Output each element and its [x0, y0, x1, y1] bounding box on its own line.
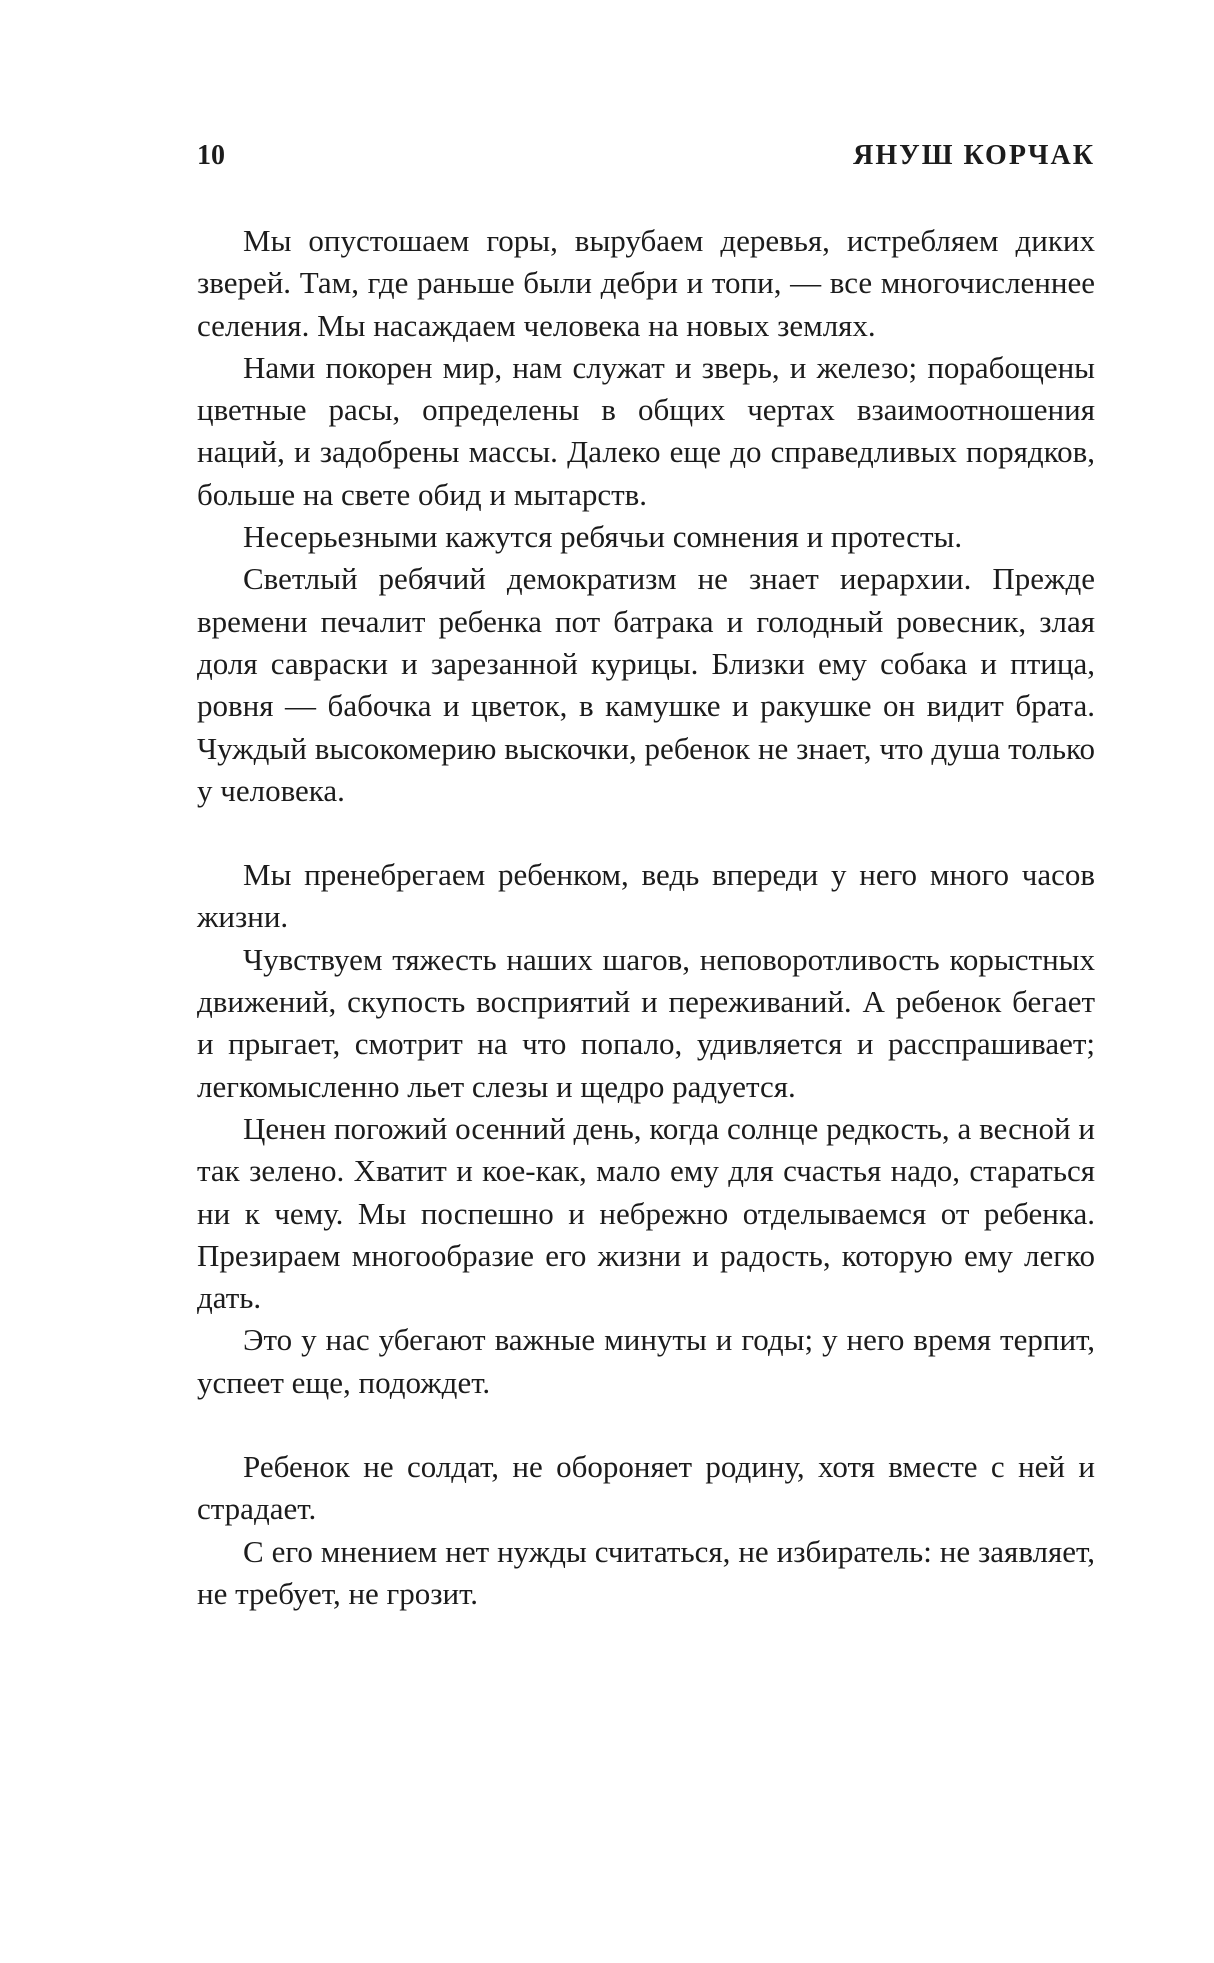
body-text [197, 220, 1095, 1615]
paragraph: Чувствуем тяжесть наших шагов, неповоротливость корыстных движений, скупость восприятий и переживаний. А ребенок бегает и прыгает, смотрит на что попало, удивляется и расспрашивает; легкомысленно льет слезы и щедро радуется. [197, 941, 1095, 1104]
paragraph: Несерьезными кажутся ребячьи сомнения и протесты. [243, 519, 963, 555]
running-head [197, 140, 1095, 180]
paragraph: Мы пренебрегаем ребенком, ведь впереди у него много часов жизни. [197, 857, 1095, 935]
paragraph: С его мнением нет нужды считаться, не избиратель: не заявляет, не требует, не грозит. [197, 1533, 1095, 1611]
paragraph: Ценен погожий осенний день, когда солнце редкость, а весной и так зелено. Хватит и кое-как, мало ему для счастья надо, стараться ни к чему. Мы поспешно и небрежно отделываемся от ребенка. Презираем многообразие его жизни и радость, которую ему легко дать. [197, 1110, 1095, 1316]
paragraph: Мы опустошаем горы, вырубаем деревья, истребляем диких зверей. Там, где раньше были дебри и топи, — все многочисленнее селения. Мы насаждаем человека на новых землях. [197, 223, 1095, 343]
paragraph: Нами покорен мир, нам служат и зверь, и железо; порабощены цветные расы, определены в общих чертах взаимоотношения наций, и задобрены массы. Далеко еще до справедливых порядков, больше на свете обид и мытарств. [197, 349, 1095, 512]
page-number: 10 [197, 140, 225, 171]
paragraph: Это у нас убегают важные минуты и годы; у него время терпит, успеет еще, подождет. [197, 1322, 1095, 1400]
running-title: ЯНУШ КОРЧАК [853, 140, 1095, 171]
paragraph: Светлый ребячий демократизм не знает иерархии. Прежде времени печалит ребенка пот батрака и голодный ровесник, злая доля савраски и зарезанной курицы. Близки ему собака и птица, ровня — бабочка и цветок, в камушке и ракушке он видит брата. Чуждый высокомерию выскочки, ребенок не знает, что душа только у человека. [197, 561, 1095, 808]
paragraph: Ребенок не солдат, не обороняет родину, хотя вместе с ней и страдает. [197, 1449, 1095, 1527]
book-page [197, 140, 1095, 1615]
